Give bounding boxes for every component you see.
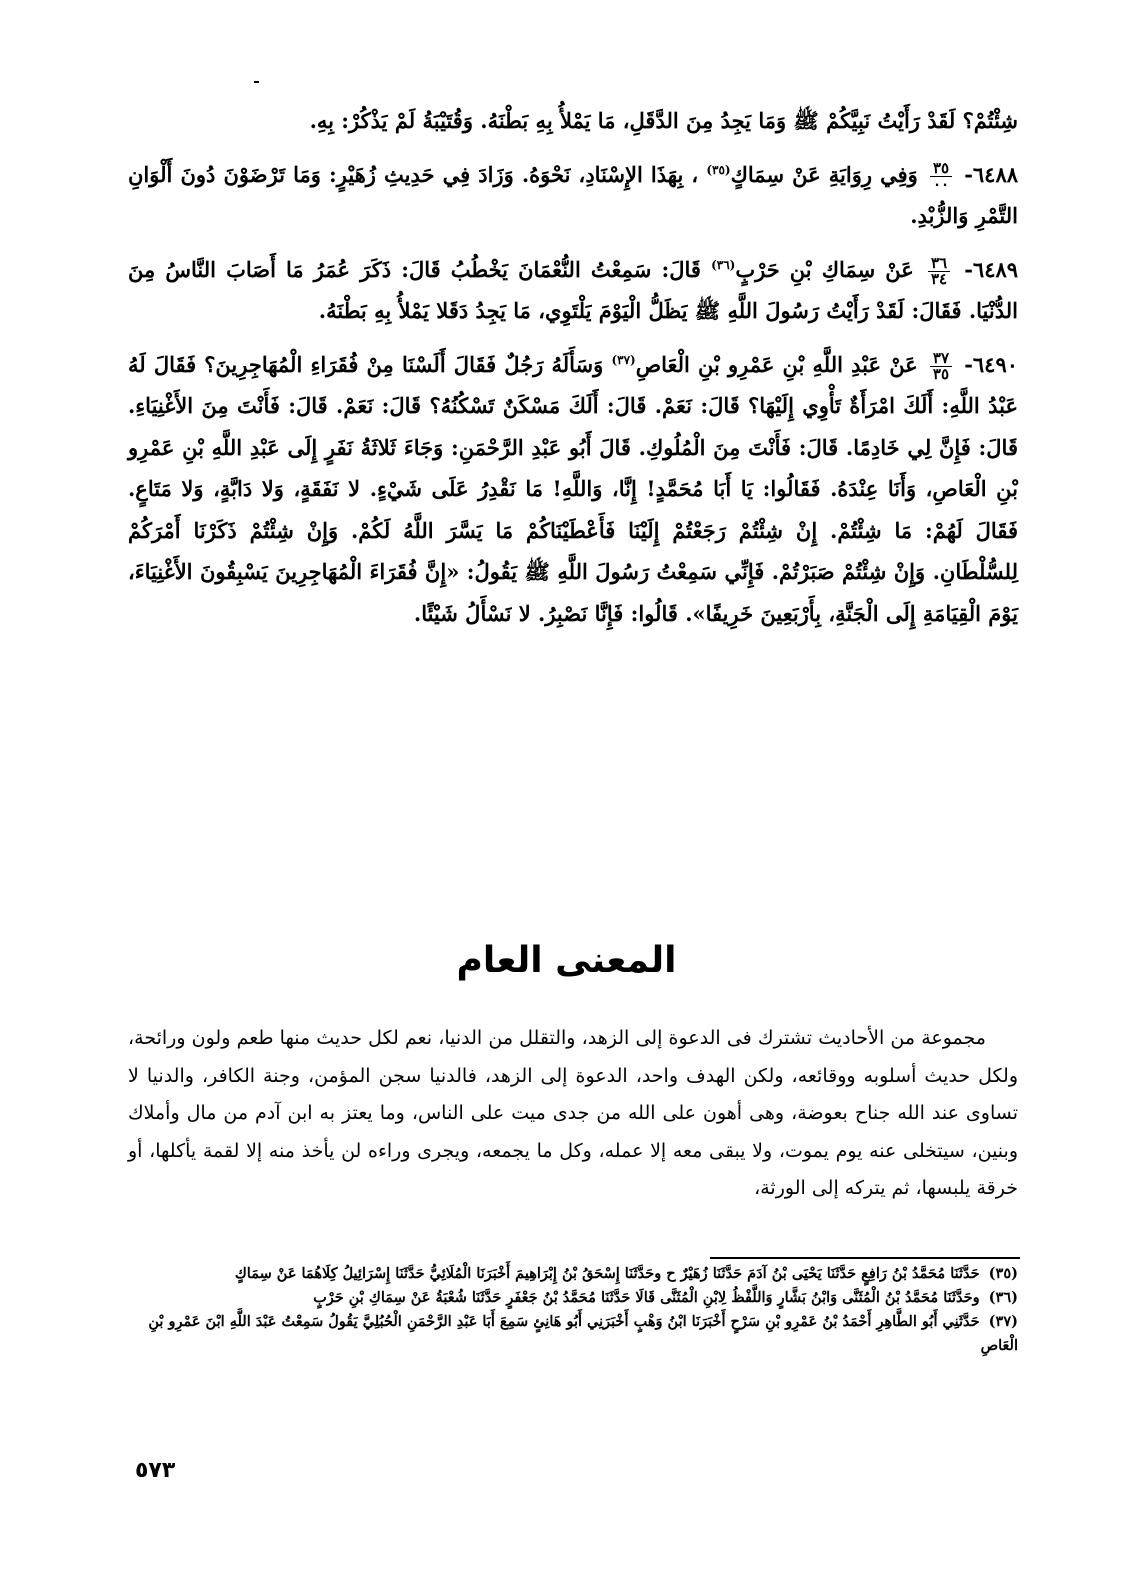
footnotes xyxy=(128,1262,1018,1358)
fraction-bottom: ٣٤ xyxy=(930,269,948,288)
footnote-label: (٣٥) xyxy=(988,1265,1018,1282)
hadith-6490 xyxy=(128,344,1018,635)
footnote-text: حَدَّثَنَا مُحَمَّدُ بْنُ رَافِعٍ حَدَّثَنَا يَحْيَى بْنُ آدَمَ حَدَّثَنَا زُهَيْرٌ ح وحَدَّثَنَا إِسْحَقُ بْنُ إِبْرَاهِيمَ أَخْبَرَنَا الْمُلَائِيُّ حَدَّثَنَا إِسْرَائِيلُ كِلَاهُمَا عَنْ سِمَاكٍ xyxy=(234,1265,980,1282)
fraction-top: ٣٥ xyxy=(930,161,952,177)
hadith-text-block xyxy=(128,100,1018,646)
footnote-35 xyxy=(128,1262,1018,1286)
section-heading: المعنى العام xyxy=(456,940,677,981)
hadith-number: ٦٤٨٨- xyxy=(964,161,1019,187)
footnote-text: وحَدَّثَنَا مُحَمَّدُ بْنُ الْمُثَنَّى وَابْنُ بَشَّارٍ وَاللَّفْظُ لِابْنِ الْمُثَنَّى قَالَا حَدَّثَنَا مُحَمَّدُ بْنُ جَعْفَرٍ حَدَّثَنَا شُعْبَةُ عَنْ سِمَاكِ بْنِ حَرْبٍ xyxy=(313,1289,980,1306)
isnad-text: وَفِي رِوَايَةِ عَنْ سِمَاكٍ xyxy=(730,161,918,187)
hadith-number: ٦٤٩٠- xyxy=(964,351,1019,377)
footnote-text: حَدَّثَنِي أَبُو الطَّاهِرِ أَحْمَدُ بْنُ عَمْرِو بْنِ سَرْحٍ أَخْبَرَنَا ابْنُ وَهْبٍ أَخْبَرَنِي أَبُو هَانِئٍ سَمِعَ أَبَا عَبْدِ الرَّحْمَنِ الْحُبُلِيَّ يَقُولُ سَمِعْتُ عَبْدَ اللَّهِ ابْنَ عَمْرِو بْنِ الْعَاصِ xyxy=(148,1313,1018,1354)
hadith-number: ٦٤٨٩- xyxy=(964,256,1019,282)
cross-reference-fraction xyxy=(928,253,950,288)
isnad-text: عَنْ عَبْدِ اللَّهِ بْنِ عَمْرِو بْنِ الْعَاصِ xyxy=(635,351,918,377)
page-number: ٥٧٣ xyxy=(135,1458,176,1483)
paragraph-text: قَالَ: سَمِعْتُ النُّعْمَانَ يَخْطُبُ قَالَ: ذَكَرَ عُمَرُ مَا أَصَابَ النَّاسُ مِنَ الدُّنْيَا. فَقَالَ: لَقَدْ رَأَيْتُ رَسُولَ اللَّهِ ﷺ يَظَلُّ الْيَوْمَ يَلْتَوِي، مَا يَجِدُ دَقَلا يَمْلأُ بِهِ بَطْنَهُ. xyxy=(128,256,1018,323)
isnad-text: عَنْ سِمَاكِ بْنِ حَرْبٍ xyxy=(735,256,914,282)
cross-reference-fraction xyxy=(930,158,952,193)
footnote-36 xyxy=(128,1286,1018,1310)
cross-reference-fraction xyxy=(930,348,952,383)
section-body: مجموعة من الأحاديث تشترك فى الدعوة إلى الزهد، والتقلل من الدنيا، نعم لكل حديث منها طعم ولون ورائحة، ولكل حديث أسلوبه ووقائعه، ولكن الهدف واحد، الدعوة إلى الزهد، فالدنيا سجن المؤمن، وجنة الكافر، والدنيا لا تساوى عند الله جناح بعوضة، وهى أهون على الله من جدى ميت على الناس، وما يعتز به ابن آدم من مال وأملاك وبنين، سيتخلى عنه يوم يموت، ولا يبقى معه إلا عمله، وكل ما يجمعه، ويجرى وراءه لن يأخذ منه إلا لقمة يأكلها، أو خرقة يلبسها، ثم يتركه إلى الورثة، xyxy=(128,1027,1018,1199)
footnote-ref[interactable]: (٣٦) xyxy=(711,257,736,272)
paragraph-text: ، بِهَذَا الإِسْنَادِ، نَحْوَهُ. وَزَادَ فِي حَدِيثِ زُهَيْرٍ: وَمَا تَرْضَوْنَ دُونَ أَلْوَانِ التَّمْرِ وَالزُّبْدِ. xyxy=(128,161,1018,228)
scan-artifact xyxy=(254,81,259,83)
fraction-top: ٣٦ xyxy=(928,256,950,272)
hadith-continuation xyxy=(128,100,1018,142)
fraction-top: ٣٧ xyxy=(930,351,952,367)
paragraph-text: وَسَأَلَهُ رَجُلٌ فَقَالَ أَلَسْنَا مِنْ فُقَرَاءِ الْمُهَاجِرِينَ؟ فَقَالَ لَهُ عَبْدُ اللَّهِ: أَلَكَ امْرَأَةٌ تَأْوِي إِلَيْهَا؟ قَالَ: نَعَمْ. قَالَ: أَلَكَ مَسْكَنٌ تَسْكُنُهُ؟ قَالَ: نَعَمْ. قَالَ: فَأَنْتَ مِنَ الأَغْنِيَاءِ. قَالَ: فَإِنَّ لِي خَادِمًا. قَالَ: فَأَنْتَ مِنَ الْمُلُوكِ. قَالَ أَبُو عَبْدِ الرَّحْمَنِ: وَجَاءَ ثَلاثَةُ نَفَرٍ إِلَى عَبْدِ اللَّهِ بْنِ عَمْرِو بْنِ الْعَاصِ، وَأَنَا عِنْدَهُ. فَقَالُوا: يَا أَبَا مُحَمَّدٍ! إِنَّا، وَاللَّهِ! مَا نَقْدِرُ عَلَى شَيْءٍ. لا نَفَقَةٍ، وَلا دَابَّةٍ، وَلا مَتَاعٍ. فَقَالَ لَهُمْ: مَا شِئْتُمْ. إِنْ شِئْتُمْ رَجَعْتُمْ إِلَيْنَا فَأَعْطَيْنَاكُمْ مَا يَسَّرَ اللَّهُ لَكُمْ. وَإِنْ شِئْتُمْ ذَكَرْنَا أَمْرَكُمْ لِلسُّلْطَانِ. وَإِنْ شِئْتُمْ صَبَرْتُمْ. فَإِنِّي سَمِعْتُ رَسُولَ اللَّهِ ﷺ يَقُولُ: «إِنَّ فُقَرَاءَ الْمُهَاجِرِينَ يَسْبِقُونَ الأَغْنِيَاءَ، يَوْمَ الْقِيَامَةِ إِلَى الْجَنَّةِ، بِأَرْبَعِينَ خَرِيفًا». قَالُوا: فَإِنَّا نَصْبِرُ. لا نَسْأَلُ شَيْئًا. xyxy=(128,351,1018,626)
hadith-6488 xyxy=(128,154,1018,237)
paragraph-text: شِئْتُمْ؟ لَقَدْ رَأَيْتُ نَبِيَّكُمْ ﷺ وَمَا يَجِدُ مِنَ الدَّقَلِ، مَا يَمْلأُ بِهِ بَطْنَهُ. وَقُتَيْبَةُ لَمْ يَذْكُرْ: بِهِ. xyxy=(309,108,1018,133)
footnote-ref[interactable]: (٣٧) xyxy=(611,352,636,367)
footnote-divider xyxy=(710,1257,1020,1259)
hadith-6489 xyxy=(128,249,1018,332)
fraction-bottom: ٣٥ xyxy=(932,364,950,383)
footnote-label: (٣٦) xyxy=(988,1289,1018,1306)
fraction-bottom: ٠٠ xyxy=(932,174,950,193)
footnote-label: (٣٧) xyxy=(988,1313,1018,1330)
footnote-37 xyxy=(128,1310,1018,1358)
footnote-ref[interactable]: (٣٥) xyxy=(706,162,731,177)
